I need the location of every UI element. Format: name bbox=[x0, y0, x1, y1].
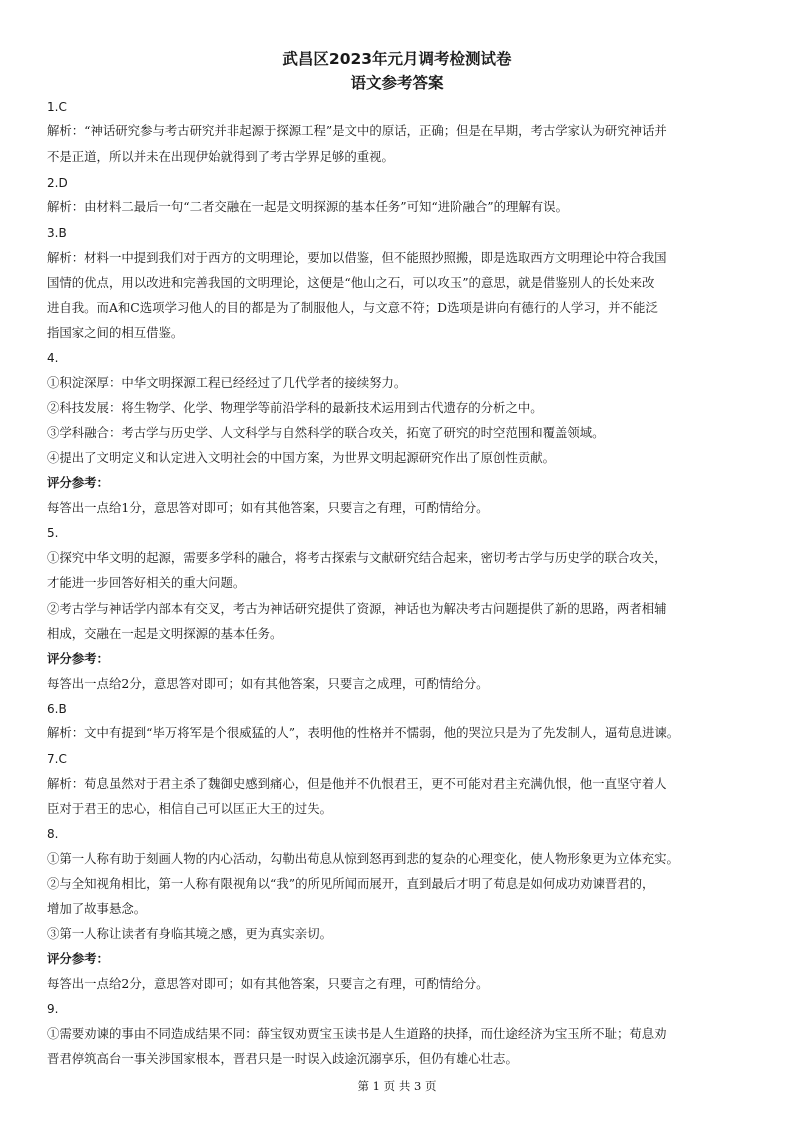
document-title: 武昌区2023年元月调考检测试卷 bbox=[282, 50, 512, 68]
q8-point: 增加了故事悬念。 bbox=[47, 901, 147, 916]
q8-point: ③第一人称让读者有身临其境之感，更为真实亲切。 bbox=[47, 926, 332, 941]
scoring-reference-heading: 评分参考： bbox=[47, 651, 109, 666]
scoring-reference-heading: 评分参考： bbox=[47, 951, 109, 966]
scoring-reference-text: 每答出一点给2分，意思答对即可；如有其他答案，只要言之有理，可酌情给分。 bbox=[47, 976, 489, 991]
question-3-answer: 3.B bbox=[47, 226, 67, 240]
question-2-answer: 2.D bbox=[47, 176, 68, 190]
question-6-answer: 6.B bbox=[47, 702, 67, 716]
q3-explanation-line: 国情的优点，用以改进和完善我国的文明理论，这便是“他山之石，可以攻玉”的意思，就是借鉴别人的长处来改 bbox=[47, 275, 655, 290]
q9-point: ①需要劝谏的事由不同造成结果不同：薛宝钗劝贾宝玉读书是人生道路的抉择，而仕途经济为宝玉所不耻；荀息劝 bbox=[47, 1026, 667, 1041]
q7-explanation-line: 臣对于君王的忠心，相信自己可以匡正大王的过失。 bbox=[47, 801, 332, 816]
scoring-reference-text: 每答出一点给2分，意思答对即可；如有其他答案，只要言之成理，可酌情给分。 bbox=[47, 676, 489, 691]
q3-explanation-line: 指国家之间的相互借鉴。 bbox=[47, 325, 184, 340]
q6-explanation-line: 解析：文中有提到“毕万将军是个很威猛的人”，表明他的性格并不懦弱，他的哭泣只是为了先发制人，逼荀息进谏。 bbox=[47, 725, 680, 740]
page-number: 第 1 页 共 3 页 bbox=[357, 1079, 437, 1093]
q5-point: 才能进一步回答好相关的重大问题。 bbox=[47, 575, 246, 590]
question-5-number: 5. bbox=[47, 526, 59, 540]
q4-point: ①积淀深厚：中华文明探源工程已经经过了几代学者的接续努力。 bbox=[47, 375, 407, 390]
q1-explanation-line: 解析：“神话研究参与考古研究并非起源于探源工程”是文中的原话，正确；但是在早期，考古学家认为研究神话并 bbox=[47, 123, 667, 138]
q4-point: ④提出了文明定义和认定进入文明社会的中国方案，为世界文明起源研究作出了原创性贡献。 bbox=[47, 450, 556, 465]
q4-point: ②科技发展：将生物学、化学、物理学等前沿学科的最新技术运用到古代遗存的分析之中。 bbox=[47, 400, 543, 415]
q5-point: 相成，交融在一起是文明探源的基本任务。 bbox=[47, 626, 283, 641]
q3-explanation-line: 解析：材料一中提到我们对于西方的文明理论，要加以借鉴，但不能照抄照搬，即是选取西方文明理论中符合我国 bbox=[47, 250, 667, 265]
scoring-reference-heading: 评分参考： bbox=[47, 475, 109, 490]
question-9-number: 9. bbox=[47, 1002, 59, 1016]
question-1-answer: 1.C bbox=[47, 100, 67, 114]
q5-point: ②考古学与神话学内部本有交叉，考古为神话研究提供了资源，神话也为解决考古问题提供了新的思路，两者相辅 bbox=[47, 601, 667, 616]
document-subtitle: 语文参考答案 bbox=[350, 74, 444, 92]
question-4-number: 4. bbox=[47, 351, 59, 365]
question-7-answer: 7.C bbox=[47, 752, 67, 766]
q3-explanation-line: 进自我。而A和C选项学习他人的目的都是为了制服他人，与文意不符；D选项是讲向有德行的人学习，并不能泛 bbox=[47, 300, 658, 315]
q5-point: ①探究中华文明的起源，需要多学科的融合，将考古探索与文献研究结合起来，密切考古学与历史学的联合攻关， bbox=[47, 550, 667, 565]
q7-explanation-line: 解析：荀息虽然对于君主杀了魏御史感到痛心，但是他并不仇恨君王，更不可能对君主充满仇恨，他一直坚守着人 bbox=[47, 776, 667, 791]
scoring-reference-text: 每答出一点给1分，意思答对即可；如有其他答案，只要言之有理，可酌情给分。 bbox=[47, 500, 489, 515]
q2-explanation-line: 解析：由材料二最后一句“二者交融在一起是文明探源的基本任务”可知“进阶融合”的理解有误。 bbox=[47, 199, 568, 214]
q9-point: 晋君停筑高台一事关涉国家根本，晋君只是一时误入歧途沉溺享乐，但仍有雄心壮志。 bbox=[47, 1051, 518, 1066]
q4-point: ③学科融合：考古学与历史学、人文科学与自然科学的联合攻关，拓宽了研究的时空范围和覆盖领域。 bbox=[47, 425, 605, 440]
question-8-number: 8. bbox=[47, 827, 59, 841]
q1-explanation-line: 不是正道，所以并未在出现伊始就得到了考古学界足够的重视。 bbox=[47, 149, 394, 164]
q8-point: ②与全知视角相比，第一人称有限视角以“我”的所见所闻而展开，直到最后才明了荀息是如何成功劝谏晋君的， bbox=[47, 876, 655, 891]
q8-point: ①第一人称有助于刻画人物的内心活动，勾勒出荀息从惊到怒再到悲的复杂的心理变化，使人物形象更为立体充实。 bbox=[47, 851, 679, 866]
